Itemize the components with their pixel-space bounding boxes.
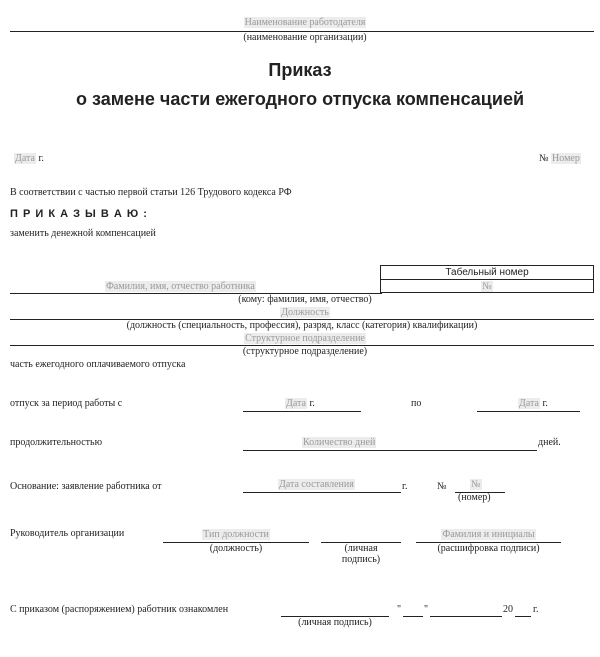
- legal-basis-text: В соответствии с частью первой статьи 126 Трудового кодекса РФ: [10, 187, 292, 198]
- ack-signature-caption: (личная подпись): [298, 617, 372, 628]
- reason-label: Основание: заявление работника от: [10, 481, 162, 492]
- ack-year-suffix: г.: [533, 604, 539, 615]
- ack-month-line[interactable]: [430, 616, 502, 617]
- employee-position-caption: (должность (специальность, профессия), разряд, класс (категория) квалификации): [126, 320, 478, 331]
- duration-placeholder: Количество дней: [303, 437, 376, 448]
- tab-number-header: Табельный номер: [381, 266, 593, 280]
- director-position-field[interactable]: [163, 529, 309, 540]
- reason-number-prefix: №: [437, 481, 447, 492]
- ack-day-line[interactable]: [403, 616, 423, 617]
- tab-number-box: [380, 265, 594, 293]
- director-name-placeholder: Фамилия и инициалы: [442, 529, 535, 540]
- reason-date-field[interactable]: [278, 479, 355, 490]
- replace-text: заменить денежной компенсацией: [10, 228, 156, 239]
- period-to-label: по: [411, 398, 422, 409]
- period-from-suffix: г.: [309, 398, 315, 409]
- employee-position-placeholder: Должность: [281, 307, 329, 318]
- organization-caption: (наименование организации): [243, 32, 367, 43]
- director-label: Руководитель организации: [10, 528, 125, 539]
- department-field[interactable]: [180, 333, 430, 344]
- employer-name-field[interactable]: [180, 17, 430, 28]
- director-position-caption: (должность): [209, 543, 263, 554]
- director-name-caption: (расшифровка подписи): [437, 543, 540, 554]
- period-from-field[interactable]: [285, 398, 315, 409]
- period-to-line: [477, 411, 580, 412]
- ack-label: С приказом (распоряжением) работник ознакомлен: [10, 604, 229, 615]
- period-from-placeholder: Дата: [286, 398, 306, 409]
- order-number[interactable]: [539, 153, 581, 164]
- reason-number-caption: (номер): [458, 492, 491, 503]
- duration-line: [243, 450, 537, 451]
- duration-field[interactable]: [302, 437, 376, 448]
- period-to-placeholder: Дата: [519, 398, 539, 409]
- reason-date-line: [243, 492, 401, 493]
- department-caption: (структурное подразделение): [242, 346, 368, 357]
- duration-label: продолжительностью: [10, 437, 103, 448]
- period-to-suffix: г.: [542, 398, 548, 409]
- tab-number-value[interactable]: [381, 280, 593, 293]
- employee-position-field[interactable]: [180, 307, 430, 318]
- reason-date-placeholder: Дата составления: [279, 479, 354, 490]
- ack-year-prefix: 20: [503, 604, 513, 615]
- order-date[interactable]: [14, 153, 44, 164]
- duration-suffix: дней.: [538, 437, 561, 448]
- reason-date-suffix: г.: [402, 481, 408, 492]
- order-word: П Р И К А З Ы В А Ю :: [10, 208, 148, 220]
- employer-placeholder: Наименование работодателя: [244, 17, 366, 28]
- director-signature-caption-1: (личная: [344, 543, 378, 554]
- page-subtitle: о замене части ежегодного отпуска компенсацией: [75, 89, 525, 109]
- ack-quote-close: ": [424, 604, 429, 615]
- period-to-field[interactable]: [518, 398, 548, 409]
- order-date-placeholder: Дата: [15, 153, 35, 164]
- reason-number-field[interactable]: [470, 479, 482, 490]
- employee-name-caption: (кому: фамилия, имя, отчество): [238, 294, 372, 305]
- period-from-line: [243, 411, 361, 412]
- order-number-placeholder: Номер: [552, 153, 580, 164]
- employee-name-placeholder: Фамилия, имя, отчество работника: [106, 281, 255, 292]
- director-position-placeholder: Тип должности: [203, 529, 269, 540]
- order-date-suffix: г.: [38, 153, 44, 164]
- period-label: отпуск за период работы с: [10, 398, 123, 409]
- reason-number-placeholder: №: [471, 479, 481, 490]
- director-name-field[interactable]: [416, 529, 561, 540]
- page-title: Приказ: [268, 60, 332, 80]
- department-placeholder: Структурное подразделение: [245, 333, 365, 344]
- director-signature-caption-2: подпись): [341, 554, 381, 565]
- leave-part-text: часть ежегодного оплачиваемого отпуска: [10, 359, 186, 370]
- ack-year-line[interactable]: [515, 616, 531, 617]
- tab-number-placeholder: №: [482, 281, 492, 292]
- order-number-prefix: №: [539, 153, 549, 164]
- employee-name-field[interactable]: [105, 281, 256, 292]
- ack-quote-open: ": [397, 604, 402, 615]
